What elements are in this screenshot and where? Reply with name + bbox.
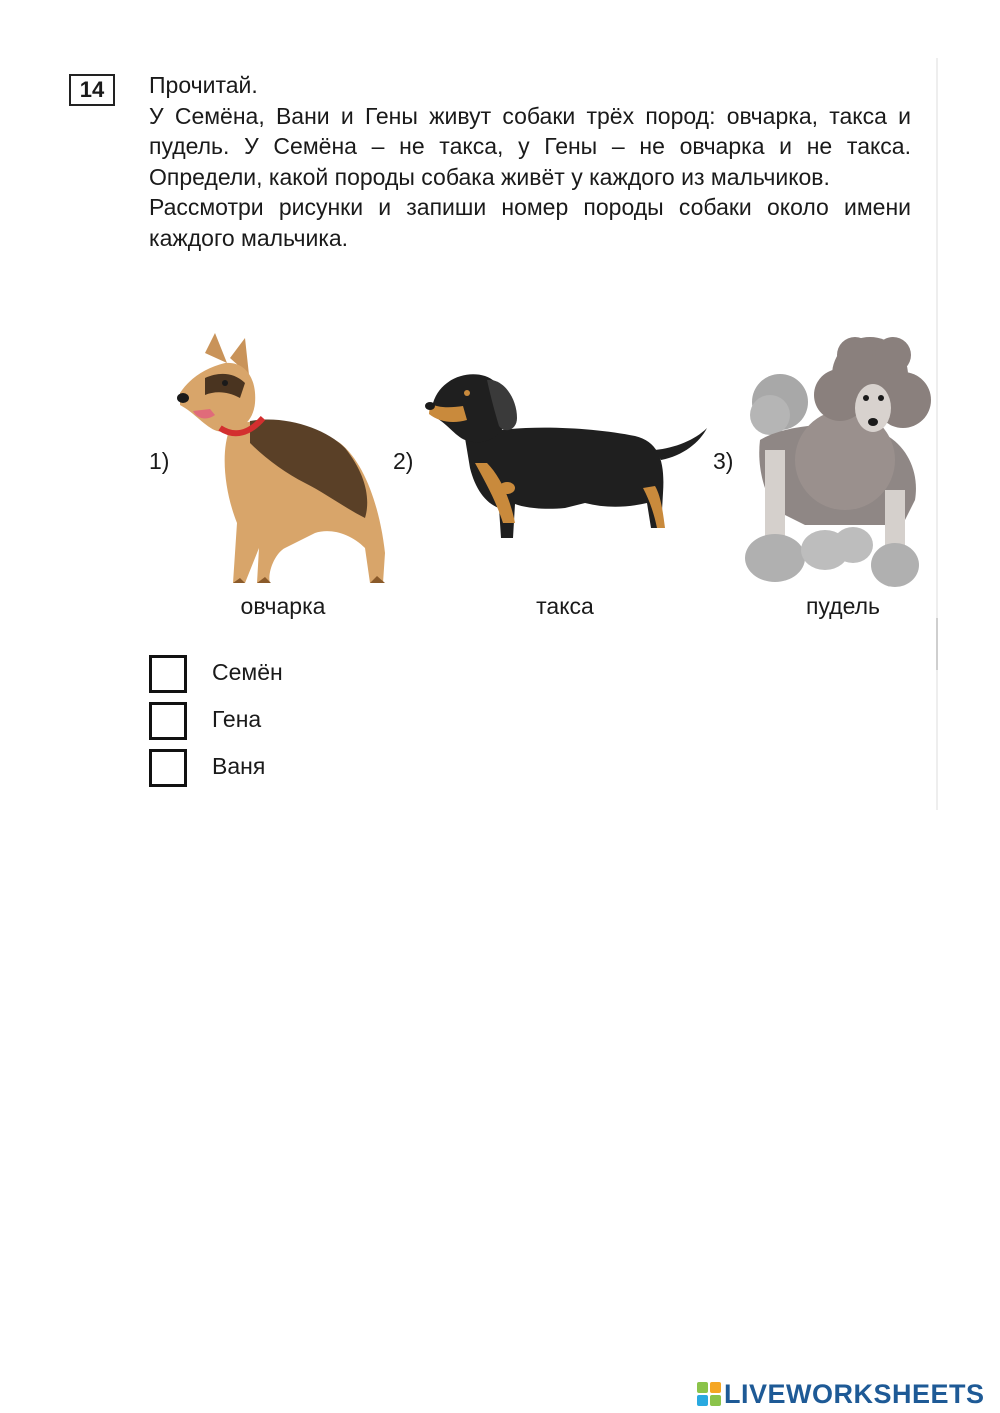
breed-name-1: овчарка bbox=[240, 593, 326, 619]
question-number: 14 bbox=[69, 74, 115, 106]
page-edge-mark bbox=[936, 618, 938, 670]
task-text bbox=[149, 70, 911, 254]
task-question: Определи, какой породы собака живёт у каждого из мальчиков. bbox=[149, 163, 830, 190]
breed-number-3: 3) bbox=[713, 448, 734, 474]
task-directions: Рассмотри рисунки и запиши номер породы собаки около имени каждого мальчика. bbox=[149, 194, 911, 251]
task-condition: У Семёна, Вани и Гены живут собаки трёх пород: овчарка, такса и пудель. У Семёна – не такса, у Гены – не овчарка и не такса. bbox=[149, 102, 911, 160]
dachshund-illustration bbox=[425, 368, 710, 553]
answer-box-semyon[interactable] bbox=[149, 655, 187, 693]
task-instruction: Прочитай. bbox=[149, 72, 258, 98]
breed-name-2: такса bbox=[536, 593, 594, 619]
breed-number-1: 1) bbox=[149, 448, 170, 474]
german-shepherd-illustration bbox=[175, 333, 390, 588]
logo-text: LIVEWORKSHEETS bbox=[724, 1378, 985, 1409]
liveworksheets-logo bbox=[697, 1376, 985, 1412]
answer-label-semyon: Семён bbox=[212, 659, 283, 685]
answer-label-vanya: Ваня bbox=[212, 753, 266, 779]
poodle-illustration bbox=[745, 330, 935, 590]
answer-box-vanya[interactable] bbox=[149, 749, 187, 787]
breed-number-2: 2) bbox=[393, 448, 414, 474]
answer-box-gena[interactable] bbox=[149, 702, 187, 740]
page-edge-line bbox=[936, 58, 938, 810]
breed-name-3: пудель bbox=[805, 593, 881, 619]
answer-label-gena: Гена bbox=[212, 706, 262, 732]
logo-mark-icon bbox=[697, 1382, 721, 1406]
